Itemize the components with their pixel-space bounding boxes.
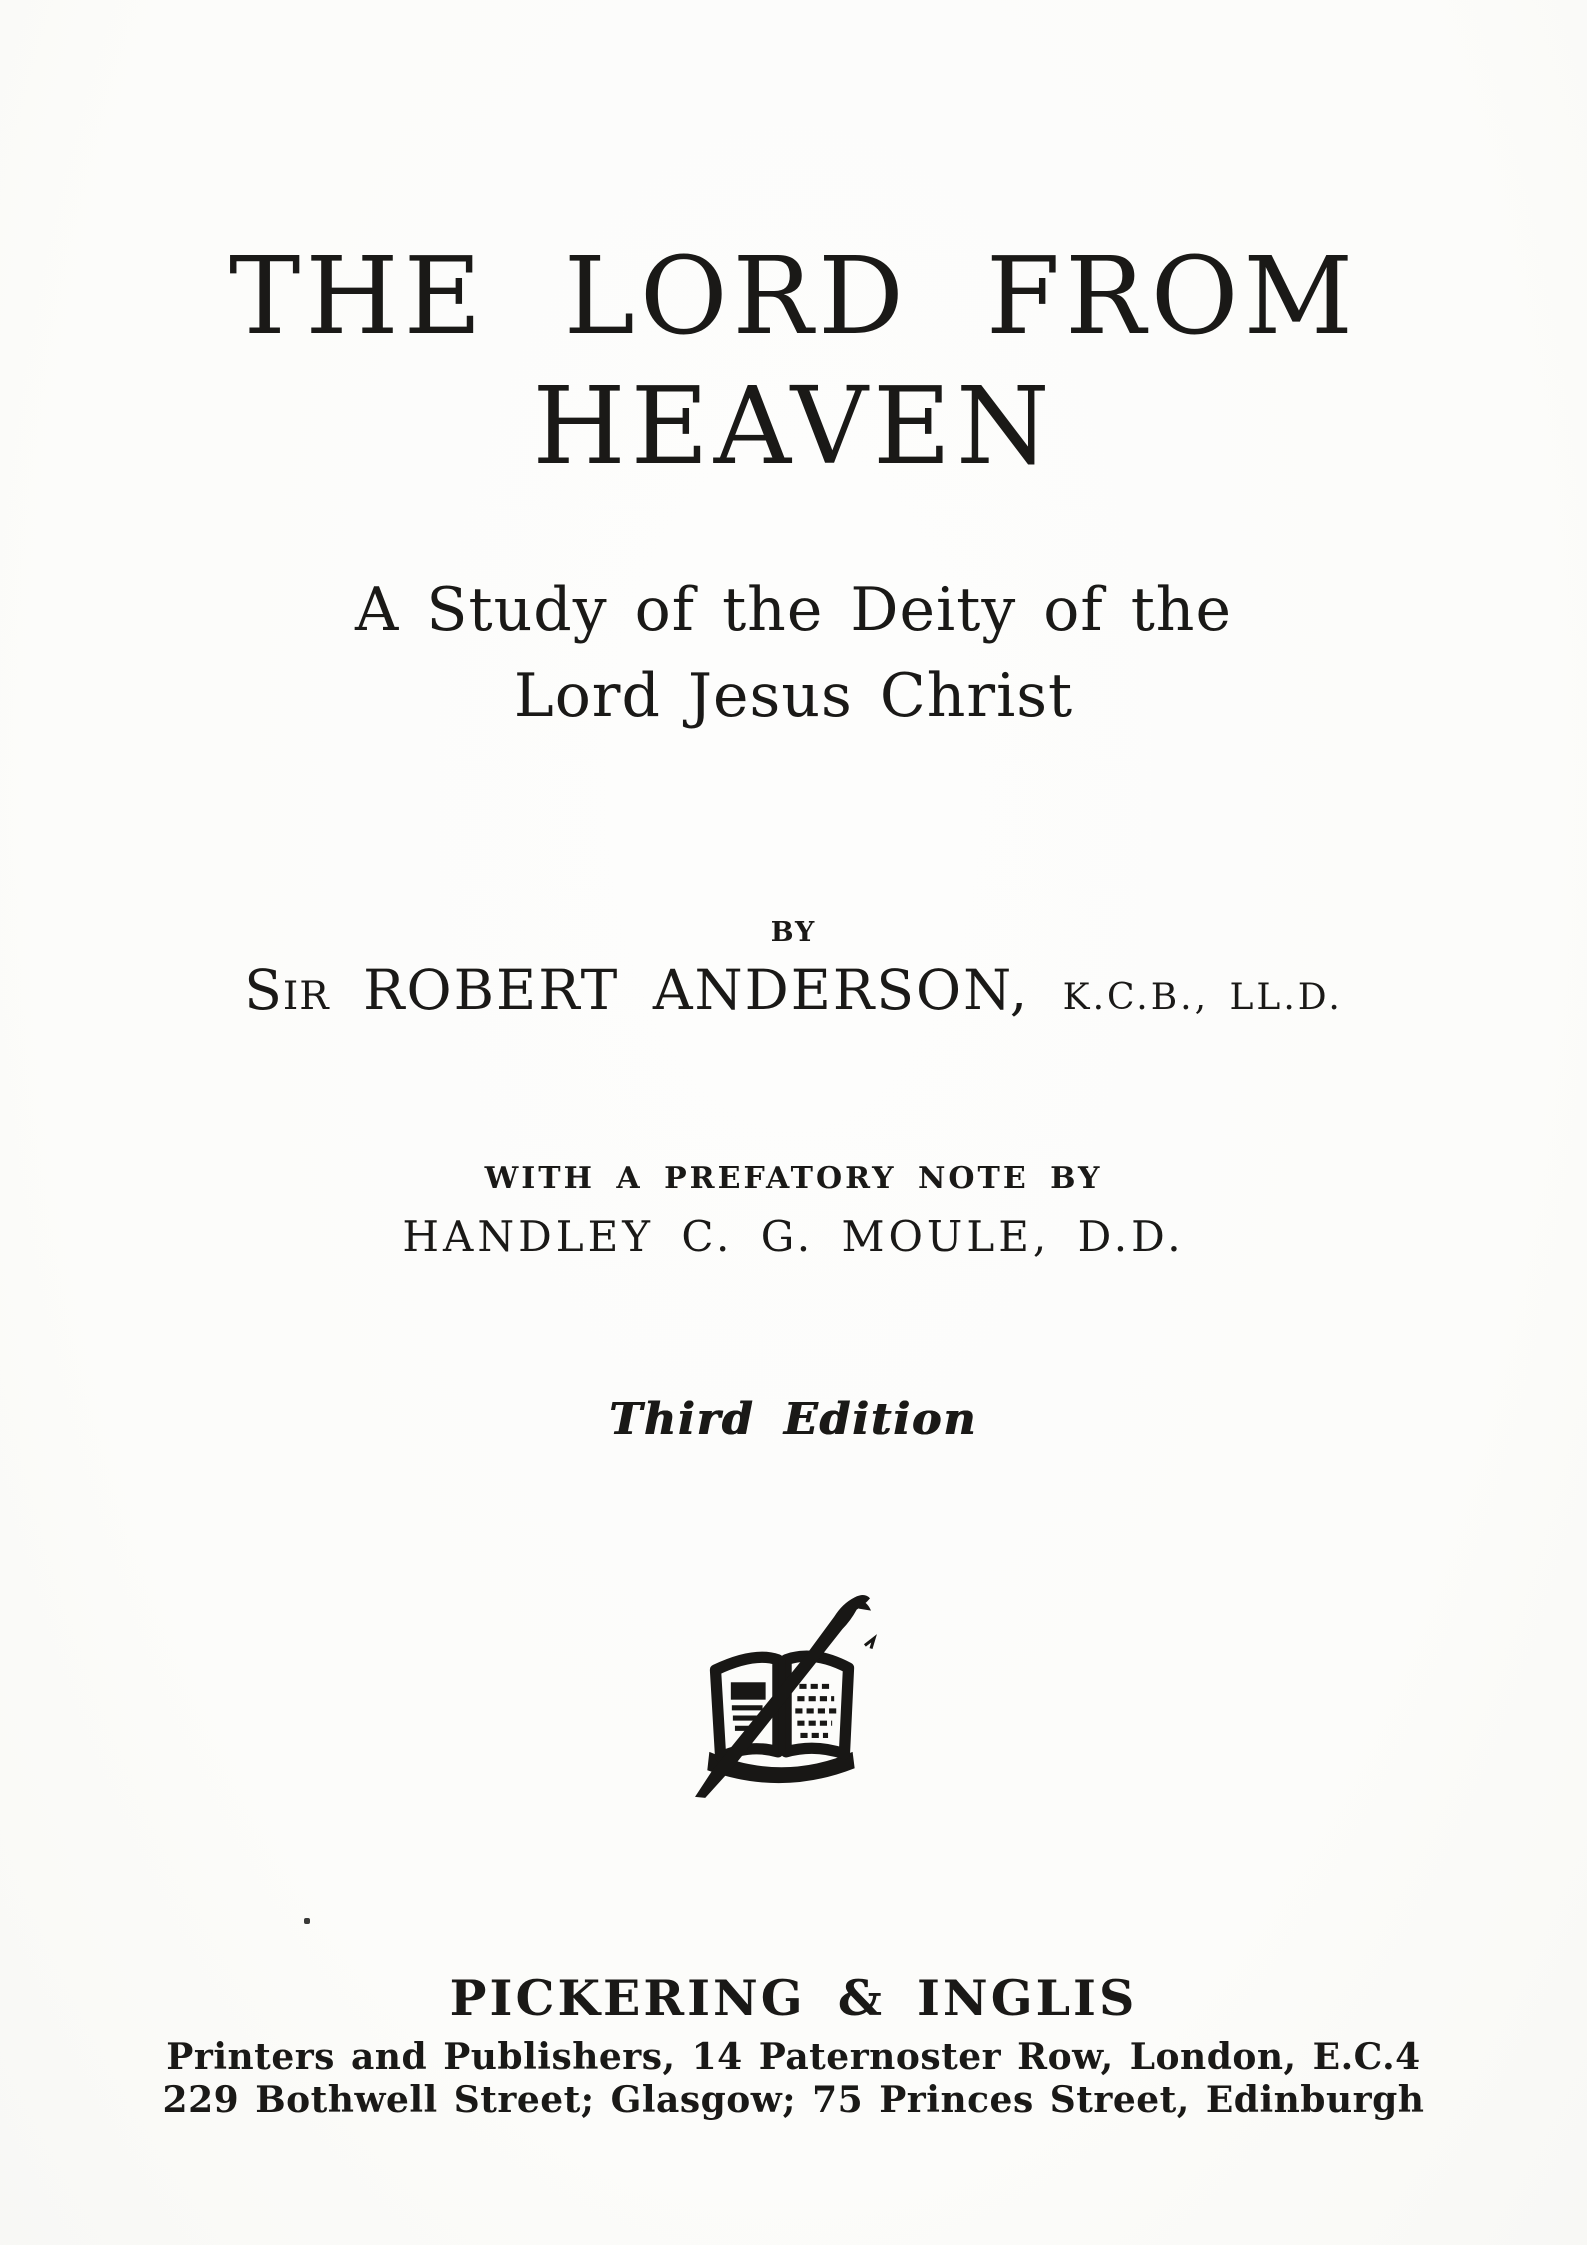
prefatory-note-author: HANDLEY C. G. MOULE, D.D. bbox=[402, 1212, 1185, 1261]
book-subtitle-line2: Lord Jesus Christ bbox=[513, 661, 1074, 731]
scan-speck bbox=[304, 1918, 310, 1924]
author-line bbox=[0, 958, 1587, 1022]
author-prefix: Sir bbox=[244, 958, 330, 1022]
author-name: ROBERT ANDERSON, bbox=[363, 958, 1030, 1022]
book-subtitle bbox=[0, 567, 1587, 739]
publisher-address-line2: 229 Bothwell Street; Glasgow; 75 Princes Street, Edinburgh bbox=[162, 2079, 1425, 2121]
by-label: BY bbox=[770, 917, 817, 948]
author-honors: K.C.B., LL.D. bbox=[1062, 977, 1343, 1018]
open-book-quill-icon bbox=[682, 1582, 882, 1802]
book-title-line2: HEAVEN bbox=[532, 365, 1055, 489]
prefatory-note-label: WITH A PREFATORY NOTE BY bbox=[484, 1161, 1103, 1196]
publisher-name: PICKERING & INGLIS bbox=[449, 1969, 1138, 2027]
edition-notice: Third Edition bbox=[609, 1394, 978, 1445]
publisher-address bbox=[0, 2036, 1587, 2122]
publisher-address-line1: Printers and Publishers, 14 Paternoster Row, London, E.C.4 bbox=[166, 2036, 1421, 2078]
book-title-line1: THE LORD FROM bbox=[228, 235, 1359, 359]
book-title bbox=[0, 232, 1587, 492]
book-subtitle-line1: A Study of the Deity of the bbox=[355, 575, 1232, 645]
